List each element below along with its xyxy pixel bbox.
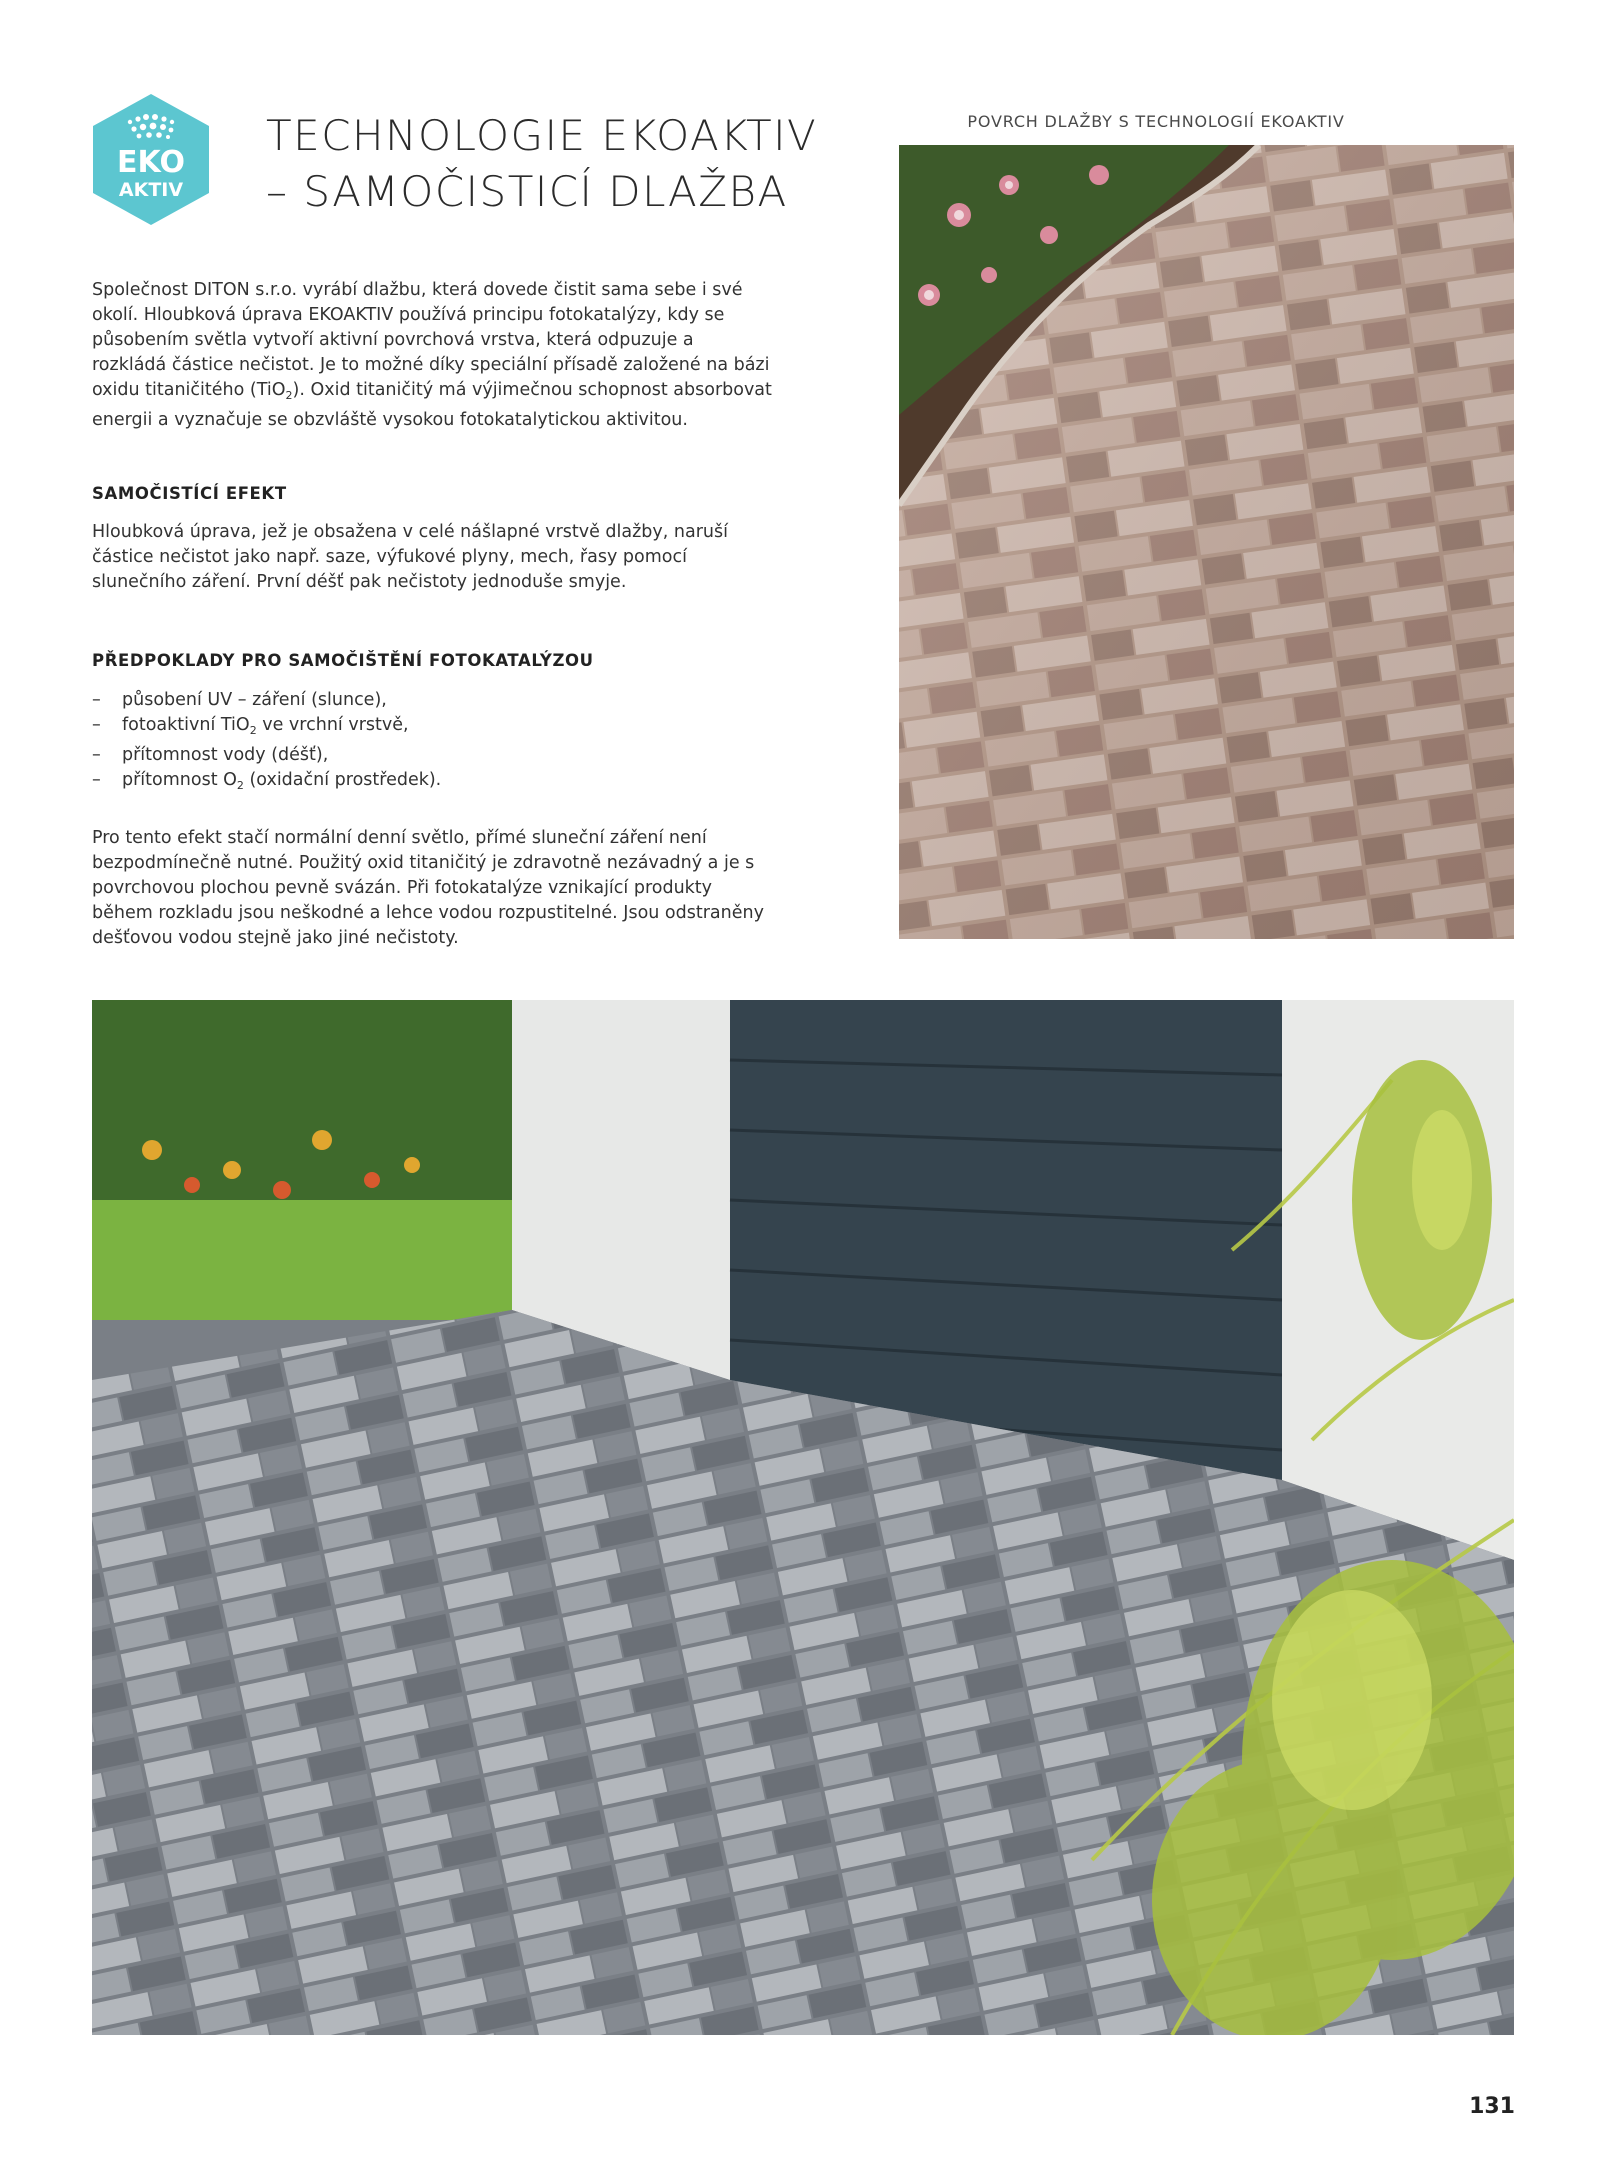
prerequisites-list — [92, 688, 772, 798]
list-item-subscript: 2 — [249, 724, 257, 737]
page-number: 131 — [1469, 2094, 1515, 2119]
title-line1: TECHNOLOGIE EKOAKTIV — [266, 111, 818, 160]
list-item — [92, 768, 772, 798]
list-item — [92, 713, 772, 743]
list-item-text: fotoaktivní TiO — [122, 715, 250, 735]
list-item-text: působení UV – záření (slunce), — [122, 690, 387, 710]
intro-text-start: Společnost DITON s.r.o. vyrábí dlažbu, která dovede čistit sama sebe i své okolí. Hloubková úprava EKOAKTIV používá principu fotokatalýzy, kdy se působením světla vytvoří aktivní povrchová vrstva, která odpuzuje a rozkládá částice nečistot. Je to možné díky speciální přísadě založené na bázi oxidu titaničitého (TiO — [92, 280, 770, 400]
list-item-text: (oxidační prostředek). — [243, 770, 442, 790]
intro-subscript: 2 — [285, 389, 293, 402]
ekoaktiv-hexagon-icon — [90, 92, 212, 227]
list-item-text: přítomnost vody (déšť), — [122, 745, 329, 765]
garage-driveway-photo — [92, 1000, 1514, 2035]
ekoaktiv-logo — [90, 92, 212, 227]
self-cleaning-text: Hloubková úprava, jež je obsažena v celé nášlapné vrstvě dlažby, naruší částice nečistot jako např. saze, výfukové plyny, mech, řasy pomocí slunečního záření. První déšť pak nečistoty jednoduše smyje. — [92, 522, 728, 592]
list-item-text: ve vrchní vrstvě, — [256, 715, 409, 735]
list-item — [92, 743, 772, 768]
section-heading-self-cleaning: SAMOČISTÍCÍ EFEKT — [92, 484, 287, 503]
intro-paragraph — [92, 278, 772, 433]
photo-caption: POVRCH DLAŽBY S TECHNOLOGIÍ EKOAKTIV — [967, 112, 1345, 131]
page-title — [266, 108, 826, 220]
logo-line2: AKTIV — [118, 179, 184, 201]
paving-path-photo — [899, 145, 1514, 939]
section-heading-prerequisites: PŘEDPOKLADY PRO SAMOČIŠTĚNÍ FOTOKATALÝZOU — [92, 651, 594, 670]
list-item-subscript: 2 — [236, 779, 244, 792]
intro-text-end: ). Oxid titaničitý má výjimečnou schopnost absorbovat energii a vyznačuje se obzvláště vysokou fotokatalytickou aktivitou. — [92, 380, 772, 430]
logo-line1: EKO — [117, 145, 185, 180]
title-line2: – SAMOČISTICÍ DLAŽBA — [266, 167, 788, 216]
closing-text: Pro tento efekt stačí normální denní světlo, přímé sluneční záření není bezpodmínečně nutné. Použitý oxid titaničitý je zdravotně nezávadný a je s povrchovou plochou pevně svázán. Při fotokatalýze vznikající produkty během rozkladu jsou neškodné a lehce vodou rozpustitelné. Jsou odstraněny dešťovou vodou stejně jako jiné nečistoty. — [92, 828, 764, 948]
list-item — [92, 688, 772, 713]
list-item-text: přítomnost O — [122, 770, 237, 790]
self-cleaning-paragraph — [92, 520, 772, 595]
closing-paragraph — [92, 826, 772, 951]
